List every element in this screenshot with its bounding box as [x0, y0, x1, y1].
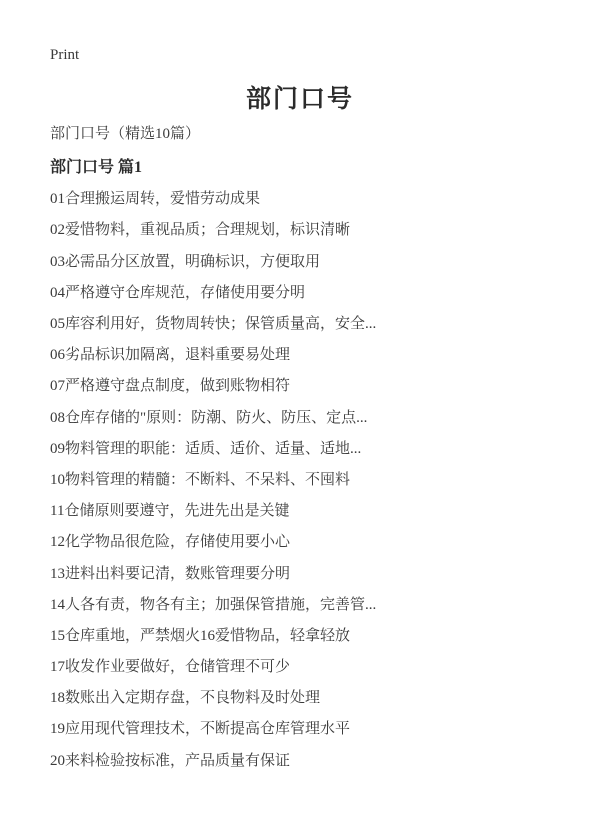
slogan-line: 01合理搬运周转，爱惜劳动成果 [50, 191, 261, 208]
slogan-line: 06劣品标识加隔离，退料重要易处理 [50, 347, 291, 364]
slogan-line: 19应用现代管理技术，不断提高仓库管理水平 [50, 721, 351, 738]
slogan-line: 04严格遵守仓库规范，存储使用要分明 [50, 284, 306, 301]
slogan-line: 07严格遵守盘点制度，做到账物相符 [50, 378, 291, 395]
slogan-line: 03必需品分区放置，明确标识，方便取用 [50, 253, 321, 270]
slogan-line: 12化学物品很危险，存储使用要小心 [50, 534, 291, 551]
slogan-line: 08仓库存储的"原则：防潮、防火、防压、定点... [50, 409, 368, 426]
slogan-line: 14人各有责，物各有主；加强保管措施，完善管... [50, 596, 377, 613]
section-heading: 部门口号 篇1 [50, 158, 143, 176]
slogan-line: 13进料出料要记清，数账管理要分明 [50, 565, 291, 582]
slogan-line: 05库容利用好，货物周转快；保管质量高，安全... [50, 316, 377, 333]
slogan-line: 15仓库重地，严禁烟火16爱惜物品，轻拿轻放 [50, 627, 351, 644]
doc-subtitle: 部门口号（精选10篇） [50, 126, 201, 142]
slogan-line: 18数账出入定期存盘，不良物料及时处理 [50, 690, 321, 707]
page-title: 部门口号 [245, 86, 354, 113]
print-link[interactable]: Print [50, 47, 80, 63]
slogan-list [50, 184, 550, 777]
slogan-line: 02爱惜物料，重视品质；合理规划，标识清晰 [50, 222, 351, 239]
slogan-line: 20来料检验按标准，产品质量有保证 [50, 752, 291, 769]
slogan-line: 11仓储原则要遵守，先进先出是关键 [50, 503, 290, 520]
slogan-line: 10物料管理的精髓：不断料、不呆料、不囤料 [50, 471, 351, 488]
slogan-line: 17收发作业要做好，仓储管理不可少 [50, 659, 291, 676]
slogan-line: 09物料管理的职能：适质、适价、适量、适地... [50, 440, 362, 457]
